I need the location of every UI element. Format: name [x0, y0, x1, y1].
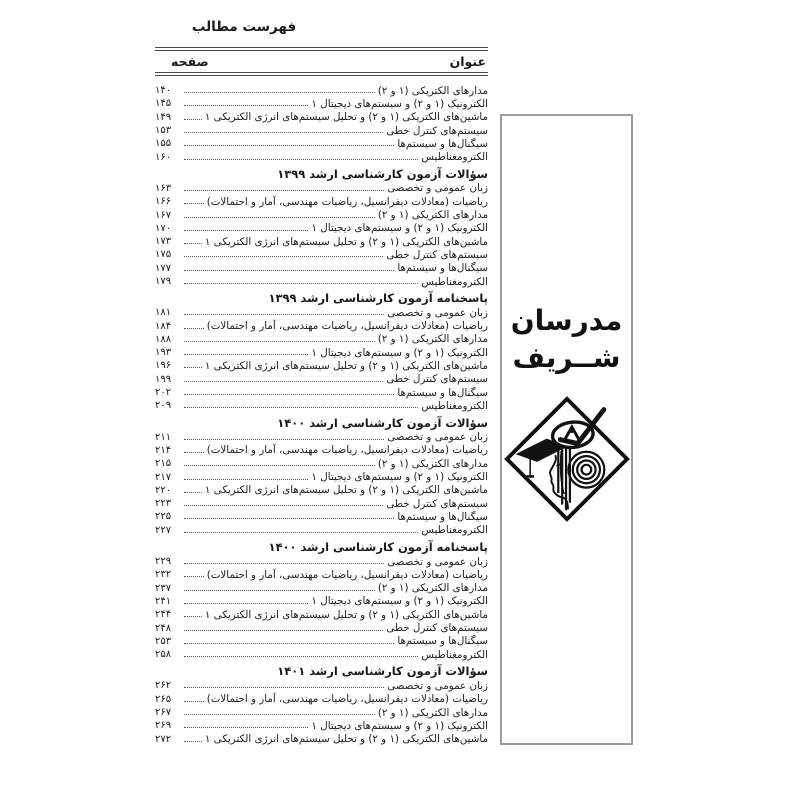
- toc-row: [155, 608, 488, 621]
- dotted-leader: [184, 741, 202, 742]
- toc-row: [155, 248, 488, 261]
- publisher-banner: [500, 114, 633, 745]
- toc-entry-page: ۲۱۷: [155, 471, 172, 483]
- toc-entry-page: ۱۵۵: [155, 138, 172, 150]
- toc-entry-title: سیستم‌های کنترل خطی: [386, 124, 488, 137]
- dotted-leader: [184, 190, 384, 191]
- toc-entry-title: ماشین‌های الکتریکی (۱ و ۲) و تحلیل سیستم‌های انرژی الکتریکی ۱: [204, 608, 488, 621]
- toc-entry-page: ۲۲۵: [155, 511, 172, 523]
- toc-entry-title: سیگنال‌ها و سیستم‌ها: [397, 386, 488, 399]
- toc-entry-page: ۱۴۹: [155, 111, 172, 123]
- toc-entry-title: الکترومغناطیس: [421, 524, 488, 537]
- toc-entry-page: ۲۲۷: [155, 524, 172, 536]
- toc-entry-title: الکترومغناطیس: [421, 399, 488, 412]
- toc-entry-title: زبان عمومی و تخصصی: [387, 182, 488, 195]
- toc-entry-title: سیگنال‌ها و سیستم‌ها: [397, 510, 488, 523]
- toc-row: [155, 621, 488, 634]
- toc-row: [155, 582, 488, 595]
- dotted-leader: [184, 203, 204, 204]
- toc-row: [155, 137, 488, 150]
- toc-entry-page: ۲۷۲: [155, 733, 172, 745]
- toc-row: [155, 84, 488, 97]
- dotted-leader: [184, 492, 202, 493]
- toc-entry-page: ۲۱۵: [155, 458, 172, 470]
- toc-header-page-col: صفحه: [171, 54, 209, 69]
- toc-row: [155, 386, 488, 399]
- toc-entry-title: زبان عمومی و تخصصی: [387, 306, 488, 319]
- toc-entry-page: ۱۷۵: [155, 249, 172, 261]
- toc-entry-title: الکترونیک (۱ و ۲) و سیستم‌های دیجیتال ۱: [311, 97, 488, 110]
- dotted-leader: [184, 479, 308, 480]
- toc-row: [155, 373, 488, 386]
- toc-entry-title: ماشین‌های الکتریکی (۱ و ۲) و تحلیل سیستم‌های انرژی الکتریکی ۱: [204, 733, 488, 746]
- toc-entry-title: سیستم‌های کنترل خطی: [386, 497, 488, 510]
- toc-entry-page: ۱۶۶: [155, 196, 172, 208]
- dotted-leader: [184, 394, 394, 395]
- section-header: سؤالات آزمون کارشناسی ارشد ۱۴۰۱: [277, 664, 488, 679]
- dotted-leader: [184, 256, 383, 257]
- dotted-leader: [184, 576, 204, 577]
- dotted-leader: [184, 354, 308, 355]
- toc-entry-title: الکترومغناطیس: [421, 648, 488, 661]
- toc-row: [155, 431, 488, 444]
- toc-entry-title: الکترونیک (۱ و ۲) و سیستم‌های دیجیتال ۱: [311, 595, 488, 608]
- toc-entry-page: ۱۹۶: [155, 360, 172, 372]
- dotted-leader: [184, 439, 384, 440]
- toc-row: [155, 732, 488, 745]
- toc-entry-page: ۱۸۴: [155, 320, 172, 332]
- toc-row: [155, 706, 488, 719]
- dotted-leader: [184, 270, 394, 271]
- toc-entry-page: ۱۶۰: [155, 151, 172, 163]
- graduate-pencil-logo-icon: [504, 396, 630, 522]
- section-header: سؤالات آزمون کارشناسی ارشد ۱۳۹۹: [277, 166, 488, 181]
- toc-row: [155, 359, 488, 372]
- toc-entry-title: سیگنال‌ها و سیستم‌ها: [397, 137, 488, 150]
- toc-entry-page: ۱۷۰: [155, 222, 172, 234]
- toc-row: [155, 124, 488, 137]
- dotted-leader: [184, 616, 202, 617]
- toc-entry-title: سیگنال‌ها و سیستم‌ها: [397, 262, 488, 275]
- toc-entry-page: ۲۳۲: [155, 569, 172, 581]
- toc-row: [155, 444, 488, 457]
- dotted-leader: [184, 630, 383, 631]
- toc-row: [155, 182, 488, 195]
- toc-entry-title: الکترونیک (۱ و ۲) و سیستم‌های دیجیتال ۱: [311, 346, 488, 359]
- toc-entry-page: ۲۴۴: [155, 609, 172, 621]
- toc-entry-page: ۲۲۳: [155, 498, 172, 510]
- dotted-leader: [184, 367, 202, 368]
- dotted-leader: [184, 314, 384, 315]
- toc-entry-title: الکترونیک (۱ و ۲) و سیستم‌های دیجیتال ۱: [311, 719, 488, 732]
- toc-row: [155, 693, 488, 706]
- section-header: پاسخنامه آزمون کارشناسی ارشد ۱۳۹۹: [268, 291, 488, 306]
- toc-entry-title: زبان عمومی و تخصصی: [387, 679, 488, 692]
- toc-entry-title: ماشین‌های الکتریکی (۱ و ۲) و تحلیل سیستم‌های انرژی الکتریکی ۱: [204, 484, 488, 497]
- dotted-leader: [184, 701, 204, 702]
- toc-entry-page: ۲۴۸: [155, 622, 172, 634]
- toc-row: [155, 457, 488, 470]
- toc-table: [155, 47, 488, 746]
- dotted-leader: [184, 465, 375, 466]
- toc-row: [155, 306, 488, 319]
- toc-row: [155, 679, 488, 692]
- toc-entry-title: مدارهای الکتریکی (۱ و ۲): [377, 209, 488, 222]
- toc-row: [155, 235, 488, 248]
- toc-entry-page: ۲۱۴: [155, 444, 172, 456]
- toc-entry-title: سیگنال‌ها و سیستم‌ها: [397, 635, 488, 648]
- dotted-leader: [184, 563, 384, 564]
- toc-entry-title: ماشین‌های الکتریکی (۱ و ۲) و تحلیل سیستم‌های انرژی الکتریکی ۱: [204, 359, 488, 372]
- toc-entry-title: زبان عمومی و تخصصی: [387, 555, 488, 568]
- toc-entry-page: ۲۶۹: [155, 720, 172, 732]
- toc-entry-page: ۲۶۵: [155, 693, 172, 705]
- dotted-leader: [184, 381, 383, 382]
- toc-row: [155, 568, 488, 581]
- dotted-leader: [184, 328, 204, 329]
- dotted-leader: [184, 283, 418, 284]
- toc-row: [155, 262, 488, 275]
- toc-entry-page: ۱۷۹: [155, 276, 172, 287]
- dotted-leader: [184, 119, 202, 120]
- toc-row: [155, 319, 488, 332]
- toc-row: [155, 555, 488, 568]
- toc-entry-title: سیستم‌های کنترل خطی: [386, 373, 488, 386]
- toc-entry-page: ۲۵۸: [155, 649, 172, 661]
- dotted-leader: [184, 341, 375, 342]
- toc-entry-page: ۱۸۱: [155, 307, 172, 319]
- toc-entry-page: ۲۱۱: [155, 431, 172, 443]
- toc-row: [155, 208, 488, 221]
- toc-row: [155, 497, 488, 510]
- dotted-leader: [184, 656, 418, 657]
- toc-row: [155, 97, 488, 110]
- toc-entry-page: ۱۷۳: [155, 236, 172, 248]
- dotted-leader: [184, 407, 418, 408]
- toc-entry-title: ماشین‌های الکتریکی (۱ و ۲) و تحلیل سیستم‌های انرژی الکتریکی ۱: [204, 235, 488, 248]
- dotted-leader: [184, 217, 375, 218]
- dotted-leader: [184, 532, 418, 533]
- toc-body: [155, 76, 488, 746]
- toc-row: [155, 510, 488, 523]
- toc-entry-page: ۲۰۹: [155, 400, 172, 412]
- toc-entry-title: ریاضیات (معادلات دیفرانسیل، ریاضیات مهندسی، آمار و احتمالات): [206, 444, 488, 457]
- dotted-leader: [184, 145, 394, 146]
- dotted-leader: [184, 159, 418, 160]
- dotted-leader: [184, 643, 394, 644]
- toc-entry-page: ۲۲۹: [155, 556, 172, 568]
- toc-entry-page: ۲۶۷: [155, 707, 172, 719]
- toc-row: [155, 195, 488, 208]
- toc-entry-title: زبان عمومی و تخصصی: [387, 431, 488, 444]
- toc-entry-page: ۲۵۳: [155, 635, 172, 647]
- toc-entry-title: الکترونیک (۱ و ۲) و سیستم‌های دیجیتال ۱: [311, 471, 488, 484]
- toc-row: [155, 111, 488, 124]
- section-header: سؤالات آزمون کارشناسی ارشد ۱۴۰۰: [277, 415, 488, 430]
- toc-row: [155, 150, 488, 163]
- toc-row: [155, 399, 488, 412]
- toc-header: [155, 47, 488, 76]
- toc-row: [155, 648, 488, 661]
- toc-entry-page: ۲۰۲: [155, 387, 172, 399]
- dotted-leader: [184, 727, 308, 728]
- dotted-leader: [184, 590, 375, 591]
- brand-name-line2: شــریف: [512, 341, 621, 374]
- toc-entry-page: ۱۹۹: [155, 373, 172, 385]
- toc-entry-page: ۱۵۳: [155, 125, 172, 137]
- brand-name: [502, 302, 631, 376]
- brand-name-line1: مدرسان: [510, 304, 623, 337]
- toc-entry-page: ۱۷۷: [155, 262, 172, 274]
- toc-entry-title: سیستم‌های کنترل خطی: [386, 622, 488, 635]
- toc-entry-title: مدارهای الکتریکی (۱ و ۲): [377, 84, 488, 97]
- toc-entry-page: ۱۶۳: [155, 182, 172, 194]
- toc-entry-page: ۲۶۲: [155, 680, 172, 692]
- toc-header-title-col: عنوان: [449, 54, 486, 69]
- dotted-leader: [184, 687, 384, 688]
- toc-row: [155, 484, 488, 497]
- toc-row: [155, 222, 488, 235]
- dotted-leader: [184, 92, 375, 93]
- dotted-leader: [184, 243, 202, 244]
- dotted-leader: [184, 230, 308, 231]
- toc-entry-page: ۱۹۳: [155, 347, 172, 359]
- toc-row: [155, 275, 488, 288]
- dotted-leader: [184, 505, 383, 506]
- toc-row: [155, 524, 488, 537]
- toc-entry-page: ۲۴۱: [155, 595, 172, 607]
- dotted-leader: [184, 714, 375, 715]
- toc-entry-page: ۱۸۸: [155, 333, 172, 345]
- toc-entry-title: الکترومغناطیس: [421, 151, 488, 164]
- toc-entry-page: ۱۶۷: [155, 209, 172, 221]
- toc-entry-title: الکترونیک (۱ و ۲) و سیستم‌های دیجیتال ۱: [311, 222, 488, 235]
- dotted-leader: [184, 105, 308, 106]
- toc-row: [155, 346, 488, 359]
- toc-entry-title: مدارهای الکتریکی (۱ و ۲): [377, 457, 488, 470]
- toc-row: [155, 595, 488, 608]
- dotted-leader: [184, 518, 394, 519]
- toc-entry-title: ریاضیات (معادلات دیفرانسیل، ریاضیات مهندسی، آمار و احتمالات): [206, 568, 488, 581]
- toc-entry-title: ریاضیات (معادلات دیفرانسیل، ریاضیات مهندسی، آمار و احتمالات): [206, 195, 488, 208]
- toc-row: [155, 635, 488, 648]
- toc-row: [155, 470, 488, 483]
- toc-entry-page: ۲۲۰: [155, 484, 172, 496]
- section-header: پاسخنامه آزمون کارشناسی ارشد ۱۴۰۰: [268, 539, 488, 554]
- dotted-leader: [184, 452, 204, 453]
- toc-row: [155, 719, 488, 732]
- page-title: فهرست مطالب: [191, 19, 297, 35]
- toc-entry-title: مدارهای الکتریکی (۱ و ۲): [377, 582, 488, 595]
- toc-row: [155, 333, 488, 346]
- toc-entry-page: ۱۴۵: [155, 98, 172, 110]
- toc-entry-title: ماشین‌های الکتریکی (۱ و ۲) و تحلیل سیستم‌های انرژی الکتریکی ۱: [204, 111, 488, 124]
- toc-entry-title: ریاضیات (معادلات دیفرانسیل، ریاضیات مهندسی، آمار و احتمالات): [206, 693, 488, 706]
- toc-entry-page: ۲۳۷: [155, 582, 172, 594]
- toc-entry-title: ریاضیات (معادلات دیفرانسیل، ریاضیات مهندسی، آمار و احتمالات): [206, 320, 488, 333]
- toc-entry-title: الکترومغناطیس: [421, 275, 488, 288]
- dotted-leader: [184, 603, 308, 604]
- dotted-leader: [184, 132, 383, 133]
- toc-entry-title: سیستم‌های کنترل خطی: [386, 248, 488, 261]
- toc-entry-page: ۱۴۰: [155, 85, 172, 97]
- toc-entry-title: مدارهای الکتریکی (۱ و ۲): [377, 706, 488, 719]
- toc-entry-title: مدارهای الکتریکی (۱ و ۲): [377, 333, 488, 346]
